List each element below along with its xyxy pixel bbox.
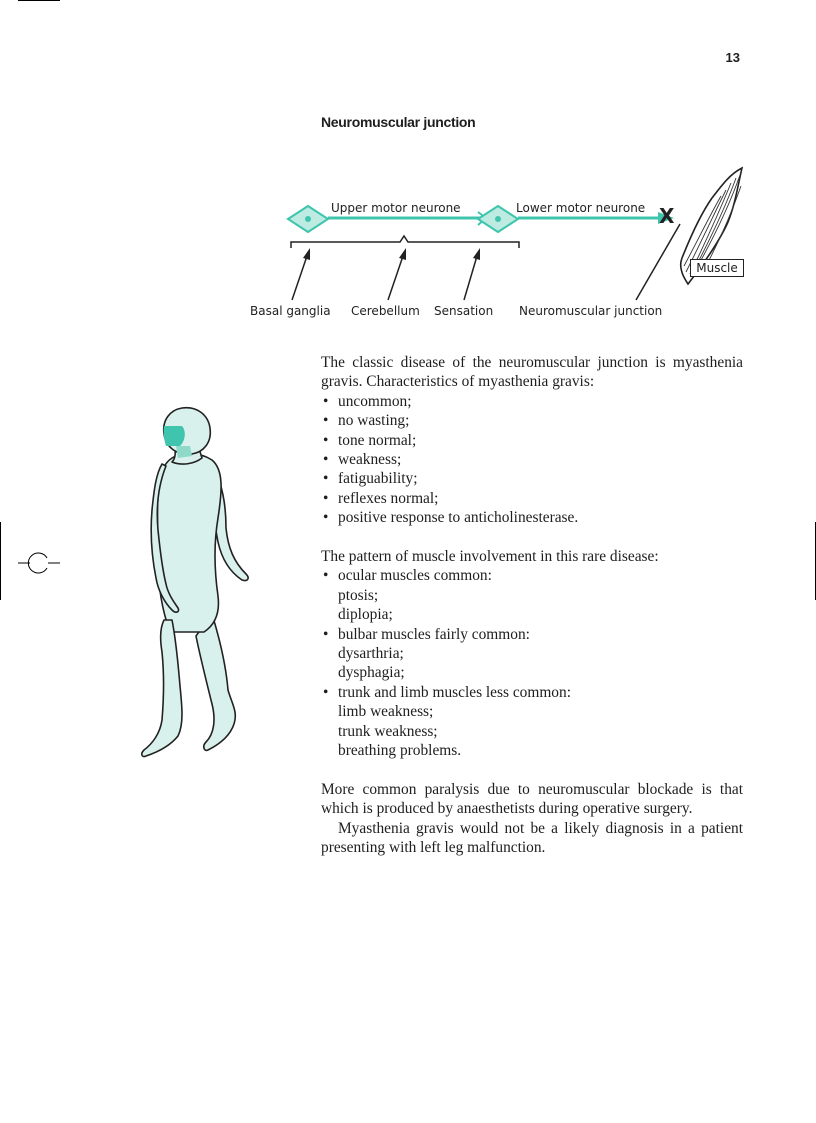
lower-neurone-cell-icon	[478, 206, 518, 232]
junction-pointer	[636, 224, 680, 300]
lesion-marker: X	[659, 204, 675, 228]
junction-label: Neuromuscular junction	[519, 304, 663, 318]
influence-label-sensation: Sensation	[434, 304, 494, 318]
sub-item: diplopia;	[338, 606, 393, 624]
pattern-list	[321, 566, 743, 760]
human-figure-illustration	[130, 400, 260, 770]
influence-label-cerebellum: Cerebellum	[351, 304, 420, 318]
list-item: • weakness;	[321, 450, 743, 469]
upper-neurone-label: Upper motor neurone	[331, 201, 461, 215]
cerebellum-arrow	[388, 248, 406, 300]
sensation-arrow	[464, 248, 480, 300]
pattern-label-ocular: • ocular muscles common:	[338, 567, 492, 585]
sub-item: dysphagia;	[338, 664, 405, 682]
list-item: • reflexes normal;	[321, 489, 743, 508]
conclusion-paragraph: Myasthenia gravis would not be a likely diagnosis in a patient presenting with left leg malfunction.	[321, 819, 743, 857]
list-item	[321, 683, 743, 761]
list-item	[321, 566, 743, 624]
list-item: • tone normal;	[321, 431, 743, 450]
neck-region-highlight	[176, 446, 192, 458]
section-heading: Neuromuscular junction	[321, 114, 476, 130]
list-item: • positive response to anticholinesterase.	[321, 508, 743, 527]
pattern-label-bulbar: • bulbar muscles fairly common:	[338, 625, 530, 643]
pathway-diagram-svg	[0, 0, 816, 330]
list-item: • no wasting;	[321, 411, 743, 430]
influence-brace	[291, 236, 519, 248]
blockade-paragraph: More common paralysis due to neuromuscular blockade is that which is produced by anaesthetists during operative surgery.	[321, 780, 743, 818]
sub-item: ptosis;	[338, 586, 379, 604]
muscle-label: Muscle	[690, 259, 744, 277]
characteristics-list	[321, 392, 743, 528]
crop-mark-left	[0, 522, 1, 600]
sub-item: breathing problems.	[338, 742, 462, 760]
intro-paragraph: The classic disease of the neuromuscular junction is myasthenia gravis. Characteristics of myasthenia gravis:	[321, 354, 743, 391]
page-number: 13	[725, 50, 740, 65]
influence-label-basal-ganglia: Basal ganglia	[250, 304, 331, 318]
sub-item: limb weakness;	[338, 703, 434, 721]
lower-neurone-label: Lower motor neurone	[516, 201, 646, 215]
human-figure-icon	[142, 408, 248, 757]
list-item: • fatiguability;	[321, 469, 743, 488]
sub-item: trunk weakness;	[338, 722, 438, 740]
body-text	[321, 353, 743, 858]
sub-item: dysarthria;	[338, 645, 404, 663]
registration-mark-icon	[16, 549, 62, 577]
list-item	[321, 625, 743, 683]
list-item: • uncommon;	[321, 392, 743, 411]
upper-neurone-cell-icon	[288, 206, 328, 232]
pattern-intro: The pattern of muscle involvement in this rare disease:	[321, 548, 659, 566]
basal-ganglia-arrow	[292, 248, 310, 300]
ocular-region-highlight	[164, 426, 185, 446]
pattern-label-trunk-limb: • trunk and limb muscles less common:	[338, 683, 571, 701]
